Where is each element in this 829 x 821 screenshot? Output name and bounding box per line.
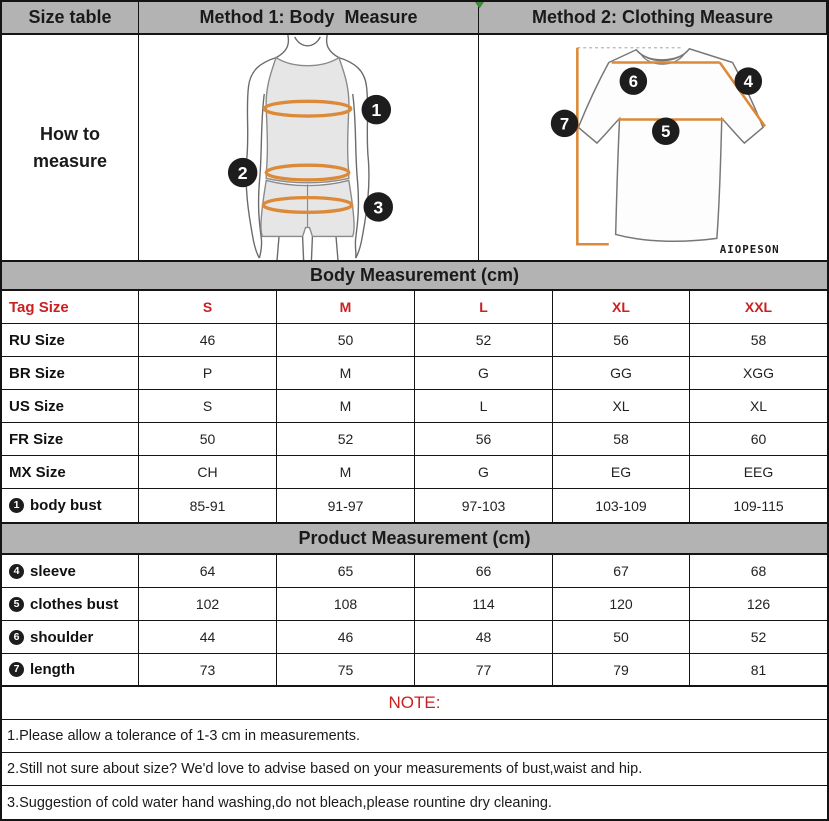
marker-6-icon: 6 [9,630,24,645]
cell: M [277,357,415,390]
cell: 67 [553,555,690,588]
cell: 77 [415,654,553,687]
row-label [2,654,139,687]
cell: 52 [277,423,415,456]
row-shoulder [2,621,827,654]
cell: 46 [139,324,277,357]
brand-text: AIOPESON [719,243,780,257]
cell: 103-109 [553,489,690,522]
cell: 60 [690,423,827,456]
cell: 114 [415,588,553,621]
cell: XL [553,390,690,423]
cell: 66 [415,555,553,588]
marker-1-icon: 1 [9,498,24,513]
cell: 58 [690,324,827,357]
row-label: RU Size [2,324,139,357]
body-measurement-title: Body Measurement (cm) [2,260,827,291]
cell: GG [553,357,690,390]
cell: M [277,390,415,423]
how-to-measure-row [2,35,827,260]
how-to-measure-label: How to measure [2,35,139,260]
cell: CH [139,456,277,489]
body-measure-illustration [139,35,479,260]
cell-corner-marker-icon [475,2,485,9]
cell: L [415,390,553,423]
product-measurement-title: Product Measurement (cm) [2,522,827,555]
note-title: NOTE: [2,687,827,720]
cell: 73 [139,654,277,687]
cell: 97-103 [415,489,553,522]
cell: XL [690,390,827,423]
note-item-3: 3.Suggestion of cold water hand washing,do not bleach,please rountine dry cleaning. [7,794,552,811]
size-col-xl: XL [553,291,690,324]
cell: 50 [553,621,690,654]
row-sleeve [2,555,827,588]
top-header-row [2,2,827,35]
cell: 108 [277,588,415,621]
tag-size-row [2,291,827,324]
size-col-l: L [415,291,553,324]
method1-header: Method 1: Body Measure [139,2,479,33]
cell: 75 [277,654,415,687]
row-ru-size [2,324,827,357]
cell: 44 [139,621,277,654]
cell: XGG [690,357,827,390]
row-label-text: shoulder [30,628,94,646]
marker-7-icon: 7 [559,114,570,134]
cell: M [277,456,415,489]
row-length [2,654,827,687]
cell: 56 [415,423,553,456]
row-label [2,588,139,621]
size-col-xxl: XXL [690,291,827,324]
note-item-1: 1.Please allow a tolerance of 1-3 cm in measurements. [2,720,827,753]
cell: S [139,390,277,423]
row-label [2,555,139,588]
cell: 81 [690,654,827,687]
cell: 58 [553,423,690,456]
tag-size-label: Tag Size [2,291,139,324]
marker-7-icon: 7 [9,662,24,677]
cell: P [139,357,277,390]
note-item-2: 2.Still not sure about size? We'd love to advise based on your measurements of bust,waist and hip. [2,753,827,786]
row-fr-size [2,423,827,456]
cell: 126 [690,588,827,621]
marker-4-icon: 4 [9,564,24,579]
cell: EG [553,456,690,489]
cell: G [415,357,553,390]
cell: 46 [277,621,415,654]
size-table-header: Size table [2,2,139,33]
row-label: US Size [2,390,139,423]
marker-2-icon: 2 [237,162,248,183]
cell: EEG [690,456,827,489]
marker-3-icon: 3 [373,197,384,218]
size-col-s: S [139,291,277,324]
method2-header: Method 2: Clothing Measure [479,2,827,33]
cell: 48 [415,621,553,654]
row-label-text: body bust [30,497,102,514]
cell: 120 [553,588,690,621]
row-label [2,621,139,654]
cell: G [415,456,553,489]
row-br-size [2,357,827,390]
cell: 65 [277,555,415,588]
marker-4-icon: 4 [743,72,753,92]
cell: 52 [690,621,827,654]
cell: 50 [277,324,415,357]
row-body-bust [2,489,827,522]
cell: 56 [553,324,690,357]
cell: 85-91 [139,489,277,522]
clothing-measure-illustration [479,35,827,260]
cell: 91-97 [277,489,415,522]
marker-1-icon: 1 [371,100,382,121]
marker-6-icon: 6 [628,72,638,92]
row-clothes-bust [2,588,827,621]
cell: 68 [690,555,827,588]
marker-5-icon: 5 [661,122,671,142]
row-label-text: length [30,661,75,678]
row-us-size [2,390,827,423]
row-label: BR Size [2,357,139,390]
cell: 50 [139,423,277,456]
row-label: MX Size [2,456,139,489]
cell: 79 [553,654,690,687]
cell: 102 [139,588,277,621]
row-label [2,489,139,522]
marker-5-icon: 5 [9,597,24,612]
row-label-text: clothes bust [30,595,119,613]
size-col-m: M [277,291,415,324]
row-mx-size [2,456,827,489]
row-label: FR Size [2,423,139,456]
tshirt-figure-icon [479,35,826,260]
row-label-text: sleeve [30,562,76,580]
cell: 109-115 [733,497,784,514]
body-figure-icon [139,35,478,260]
cell: 52 [415,324,553,357]
cell: 64 [139,555,277,588]
